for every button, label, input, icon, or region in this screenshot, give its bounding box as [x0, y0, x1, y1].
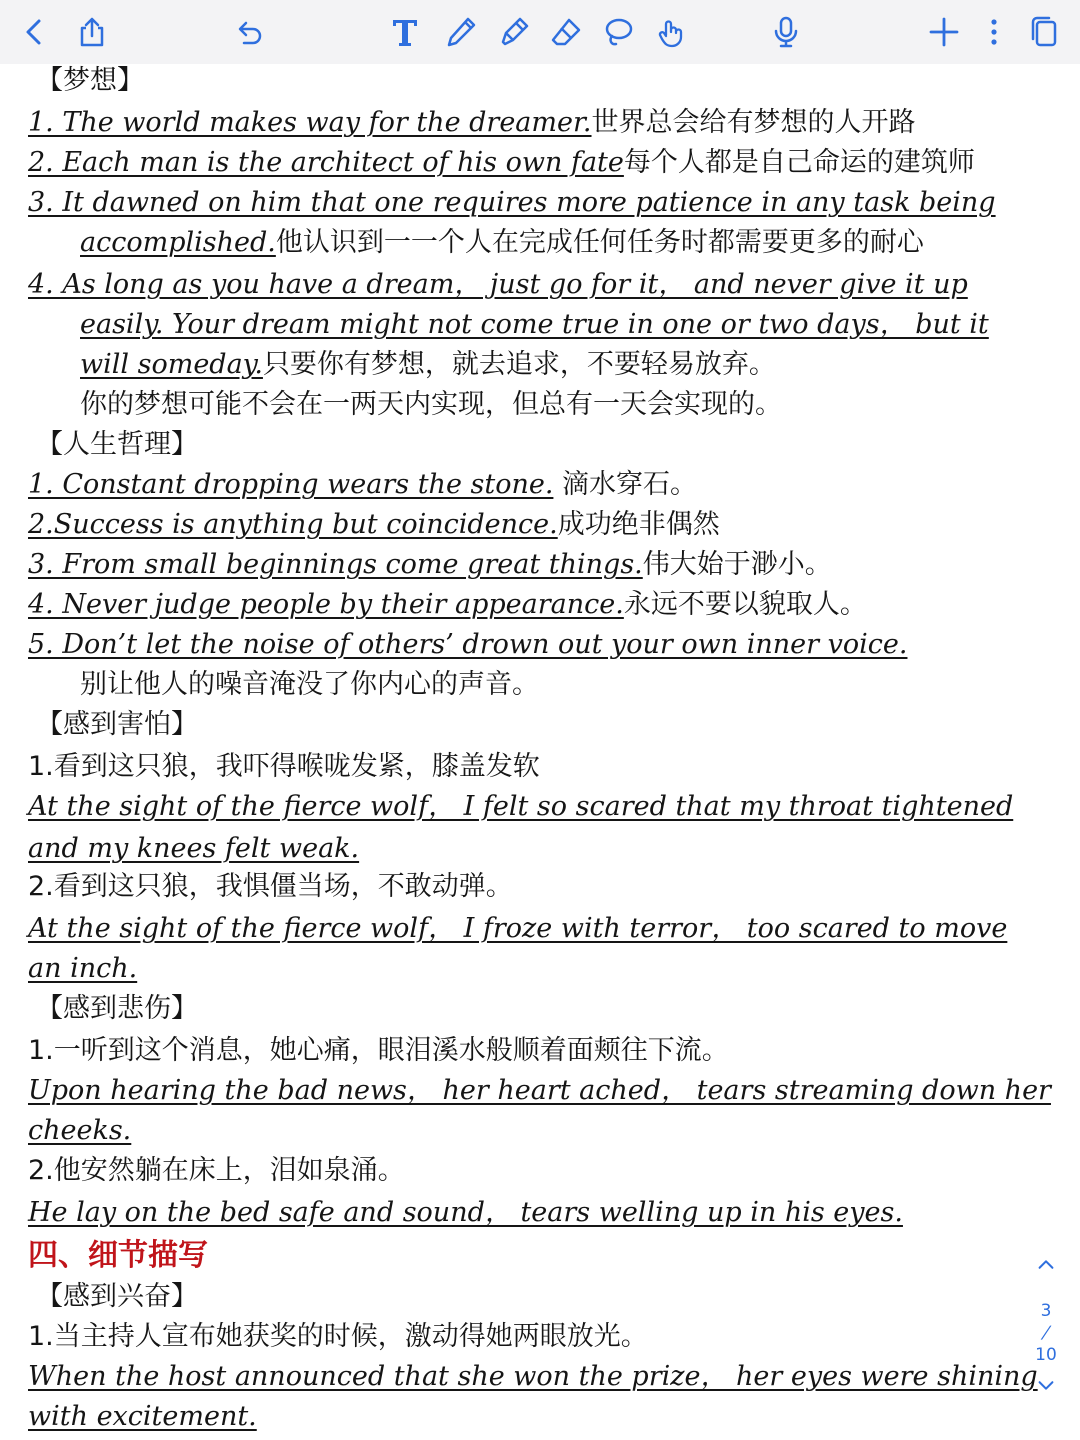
excited-line-1-cn [28, 1320, 648, 1354]
dream-line-4a [28, 268, 968, 302]
sad-line-1a [28, 1074, 1051, 1108]
life-line-1 [28, 468, 697, 502]
heading-dream: 【梦想】 [36, 65, 144, 96]
dream-line-4d [80, 388, 782, 422]
heading-excited: 【感到兴奋】 [36, 1281, 198, 1312]
life-line-5b [80, 668, 539, 702]
dream-line-4c [80, 348, 776, 382]
english-sentence: with excitement. [28, 1401, 257, 1432]
current-page-number: 3 [1040, 1301, 1052, 1321]
fear-line-2a [28, 912, 1007, 946]
sad-line-1b [28, 1114, 131, 1148]
fear-line-2-cn [28, 870, 513, 904]
english-sentence: an inch. [28, 953, 138, 984]
chinese-sentence: 2.看到这只狼，我惧僵当场，不敢动弹。 [28, 871, 513, 902]
english-sentence: accomplished. [80, 227, 276, 258]
sad-line-1-cn [28, 1034, 729, 1068]
top-toolbar [0, 0, 1080, 65]
life-line-4 [28, 588, 867, 622]
add-icon[interactable] [924, 12, 964, 52]
more-icon[interactable] [974, 12, 1014, 52]
microphone-icon[interactable] [766, 12, 806, 52]
english-sentence: 1. Constant dropping wears the stone. [28, 469, 554, 500]
highlighter-icon[interactable] [494, 12, 534, 52]
share-icon[interactable] [72, 12, 112, 52]
undo-icon[interactable] [229, 12, 269, 52]
eraser-icon[interactable] [546, 12, 586, 52]
english-sentence: 3. From small beginnings come great things. [28, 549, 643, 580]
chinese-translation: 每个人都是自己命运的建筑师 [623, 147, 975, 178]
lasso-icon[interactable] [598, 12, 638, 52]
dream-line-3a [28, 186, 996, 220]
pen-icon[interactable] [441, 12, 481, 52]
english-sentence: He lay on the bed safe and sound， tears welling up in his eyes. [28, 1197, 903, 1228]
english-sentence: cheeks. [28, 1115, 132, 1146]
fear-line-1-cn [28, 750, 540, 784]
text-tool-icon[interactable] [385, 12, 425, 52]
section-title-details: 四、细节描写 [28, 1238, 208, 1273]
english-sentence: 2. Each man is the architect of his own fate [28, 147, 624, 178]
english-sentence: At the sight of the fierce wolf， I felt so scared that my throat tightened [28, 791, 1014, 822]
touch-icon[interactable] [650, 12, 690, 52]
chinese-sentence: 1.一听到这个消息，她心痛，眼泪溪水般顺着面颊往下流。 [28, 1035, 729, 1066]
english-sentence: 2.Success is anything but coincidence. [28, 509, 558, 540]
back-icon[interactable] [14, 12, 54, 52]
chinese-sentence: 1.看到这只狼，我吓得喉咙发紧，膝盖发软 [28, 751, 540, 782]
english-sentence: Upon hearing the bad news， her heart ached， tears streaming down her [28, 1075, 1051, 1106]
sad-line-2 [28, 1196, 903, 1230]
english-sentence: 4. Never judge people by their appearance. [28, 589, 624, 620]
chinese-sentence: 2.他安然躺在床上，泪如泉涌。 [28, 1155, 405, 1186]
chinese-sentence: 1.当主持人宣布她获奖的时候，激动得她两眼放光。 [28, 1321, 648, 1352]
english-sentence: easily. Your dream might not come true in one or two days， but it [80, 309, 989, 340]
sad-line-2-cn [28, 1154, 405, 1188]
fear-line-1b [28, 832, 359, 866]
chinese-translation: 只要你有梦想，就去追求，不要轻易放弃。 [262, 349, 776, 380]
chinese-translation: 永远不要以貌取人。 [623, 589, 867, 620]
heading-sad: 【感到悲伤】 [36, 993, 198, 1024]
chinese-translation: 伟大始于渺小。 [642, 549, 832, 580]
page-down-icon[interactable] [1026, 1374, 1066, 1404]
chinese-translation: 成功绝非偶然 [557, 509, 720, 540]
dream-line-4b [80, 308, 989, 342]
page-separator: / [1039, 1323, 1053, 1343]
chinese-translation: 别让他人的噪音淹没了你内心的声音。 [80, 669, 539, 700]
pages-icon[interactable] [1024, 12, 1064, 52]
dream-line-3b [80, 226, 924, 260]
life-line-2 [28, 508, 720, 542]
fear-line-2b [28, 952, 137, 986]
life-line-5 [28, 628, 907, 662]
page-up-icon[interactable] [1026, 1254, 1066, 1284]
dream-line-2 [28, 146, 975, 180]
english-sentence: 1. The world makes way for the dreamer. [28, 107, 592, 138]
heading-life: 【人生哲理】 [36, 429, 198, 460]
page-indicator [1026, 1254, 1066, 1434]
english-sentence: 4. As long as you have a dream， just go for it， and never give it up [28, 269, 968, 300]
english-sentence: At the sight of the fierce wolf， I froze with terror， too scared to move [28, 913, 1008, 944]
english-sentence: and my knees felt weak. [28, 833, 360, 864]
english-sentence: 5. Don’t let the noise of others’ drown out your own inner voice. [28, 629, 908, 660]
chinese-translation: 世界总会给有梦想的人开路 [591, 107, 916, 138]
chinese-translation: 你的梦想可能不会在一两天内实现，但总有一天会实现的。 [80, 389, 782, 420]
excited-line-1a [28, 1360, 1038, 1394]
note-page[interactable] [0, 64, 1080, 1440]
english-sentence: When the host announced that she won the prize， her eyes were shining [28, 1361, 1038, 1392]
excited-line-1b [28, 1400, 257, 1434]
chinese-translation: 滴水穿石。 [553, 469, 698, 500]
total-page-count: 10 [1035, 1345, 1057, 1365]
english-sentence: will someday. [80, 349, 263, 380]
chinese-translation: 他认识到一一个人在完成任何任务时都需要更多的耐心 [275, 227, 924, 258]
fear-line-1a [28, 790, 1013, 824]
english-sentence: 3. It dawned on him that one requires more patience in any task being [28, 187, 996, 218]
life-line-3 [28, 548, 832, 582]
heading-fear: 【感到害怕】 [36, 709, 198, 740]
dream-line-1 [28, 106, 916, 140]
